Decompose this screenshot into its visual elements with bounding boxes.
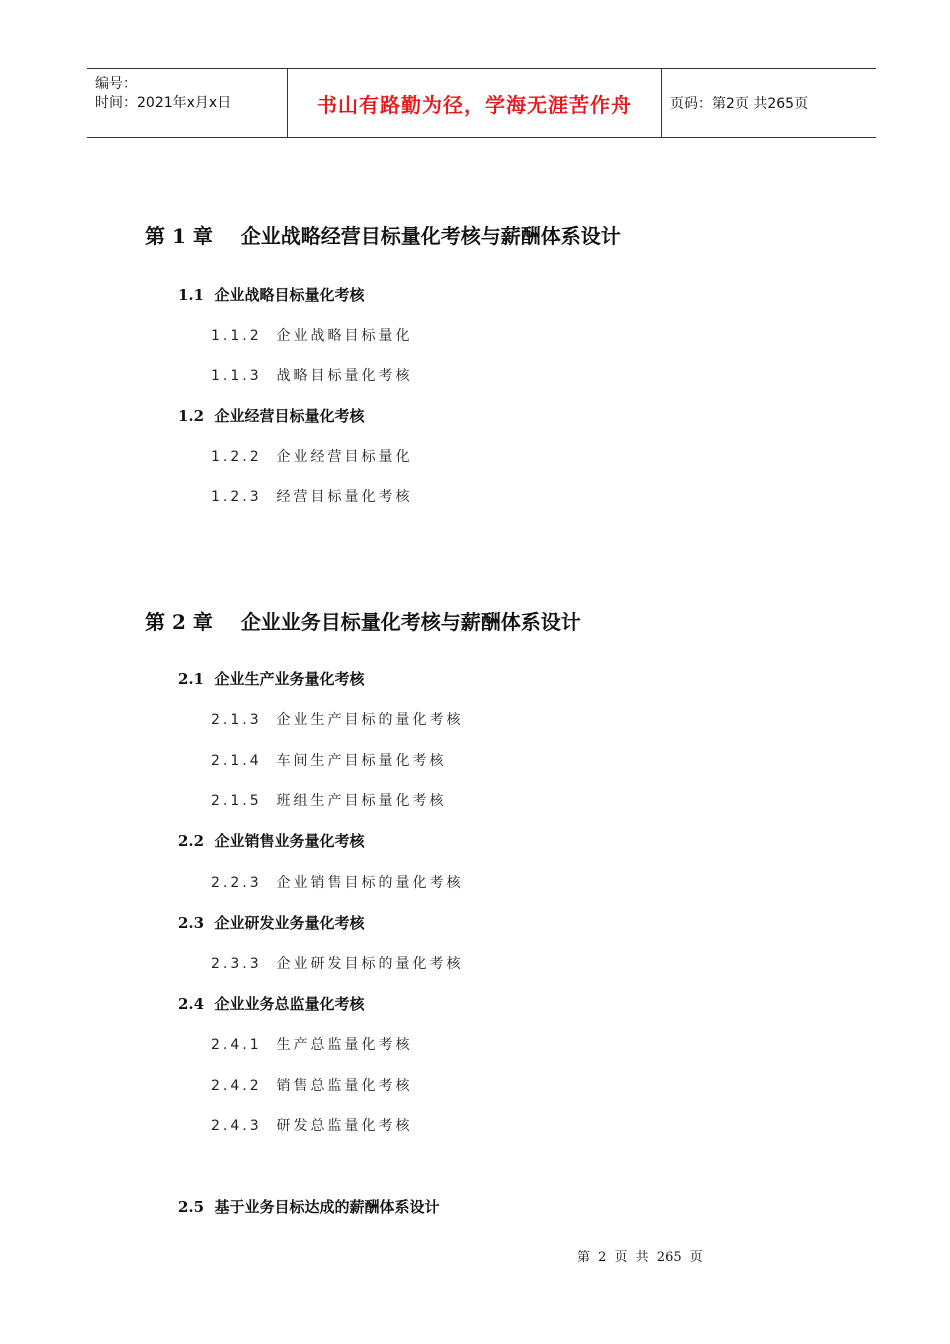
page-footer: 第 2 页 共 265 页 xyxy=(577,1250,703,1265)
section-2-2: 2.2 企业销售业务量化考核 xyxy=(178,832,365,850)
subsection-1-2-3: 1.2.3 经营目标量化考核 xyxy=(211,489,413,505)
subsection-2-1-4: 2.1.4 车间生产目标量化考核 xyxy=(211,753,447,769)
motto-text: 书山有路勤为径，学海无涯苦作舟 xyxy=(317,92,632,117)
subsection-2-2-3: 2.2.3 企业销售目标的量化考核 xyxy=(211,875,464,891)
subsection-2-1-5: 2.1.5 班组生产目标量化考核 xyxy=(211,793,447,809)
subsection-2-4-3: 2.4.3 研发总监量化考核 xyxy=(211,1118,413,1134)
subsection-2-4-1: 2.4.1 生产总监量化考核 xyxy=(211,1037,413,1053)
page-info: 页码：第2页 共265页 xyxy=(670,96,809,112)
subsection-1-1-2: 1.1.2 企业战略目标量化 xyxy=(211,328,413,344)
header-motto-cell xyxy=(288,69,662,137)
page-header xyxy=(87,68,876,138)
subsection-1-1-3: 1.1.3 战略目标量化考核 xyxy=(211,368,413,384)
section-1-1: 1.1 企业战略目标量化考核 xyxy=(178,286,365,304)
section-2-4: 2.4 企业业务总监量化考核 xyxy=(178,995,365,1013)
section-2-5: 2.5 基于业务目标达成的薪酬体系设计 xyxy=(178,1198,440,1216)
subsection-2-3-3: 2.3.3 企业研发目标的量化考核 xyxy=(211,956,464,972)
section-1-2: 1.2 企业经营目标量化考核 xyxy=(178,407,365,425)
chapter-2-heading: 第 2 章 企业业务目标量化考核与薪酬体系设计 xyxy=(145,610,581,634)
header-left-cell xyxy=(87,69,288,137)
chapter-1-heading: 第 1 章 企业战略经营目标量化考核与薪酬体系设计 xyxy=(145,224,621,248)
header-page-cell xyxy=(662,69,876,137)
time-label: 时间：2021年x月x日 xyxy=(95,95,232,111)
number-label: 编号： xyxy=(95,76,137,92)
section-2-3: 2.3 企业研发业务量化考核 xyxy=(178,914,365,932)
subsection-1-2-2: 1.2.2 企业经营目标量化 xyxy=(211,449,413,465)
section-2-1: 2.1 企业生产业务量化考核 xyxy=(178,670,365,688)
subsection-2-4-2: 2.4.2 销售总监量化考核 xyxy=(211,1078,413,1094)
subsection-2-1-3: 2.1.3 企业生产目标的量化考核 xyxy=(211,712,464,728)
